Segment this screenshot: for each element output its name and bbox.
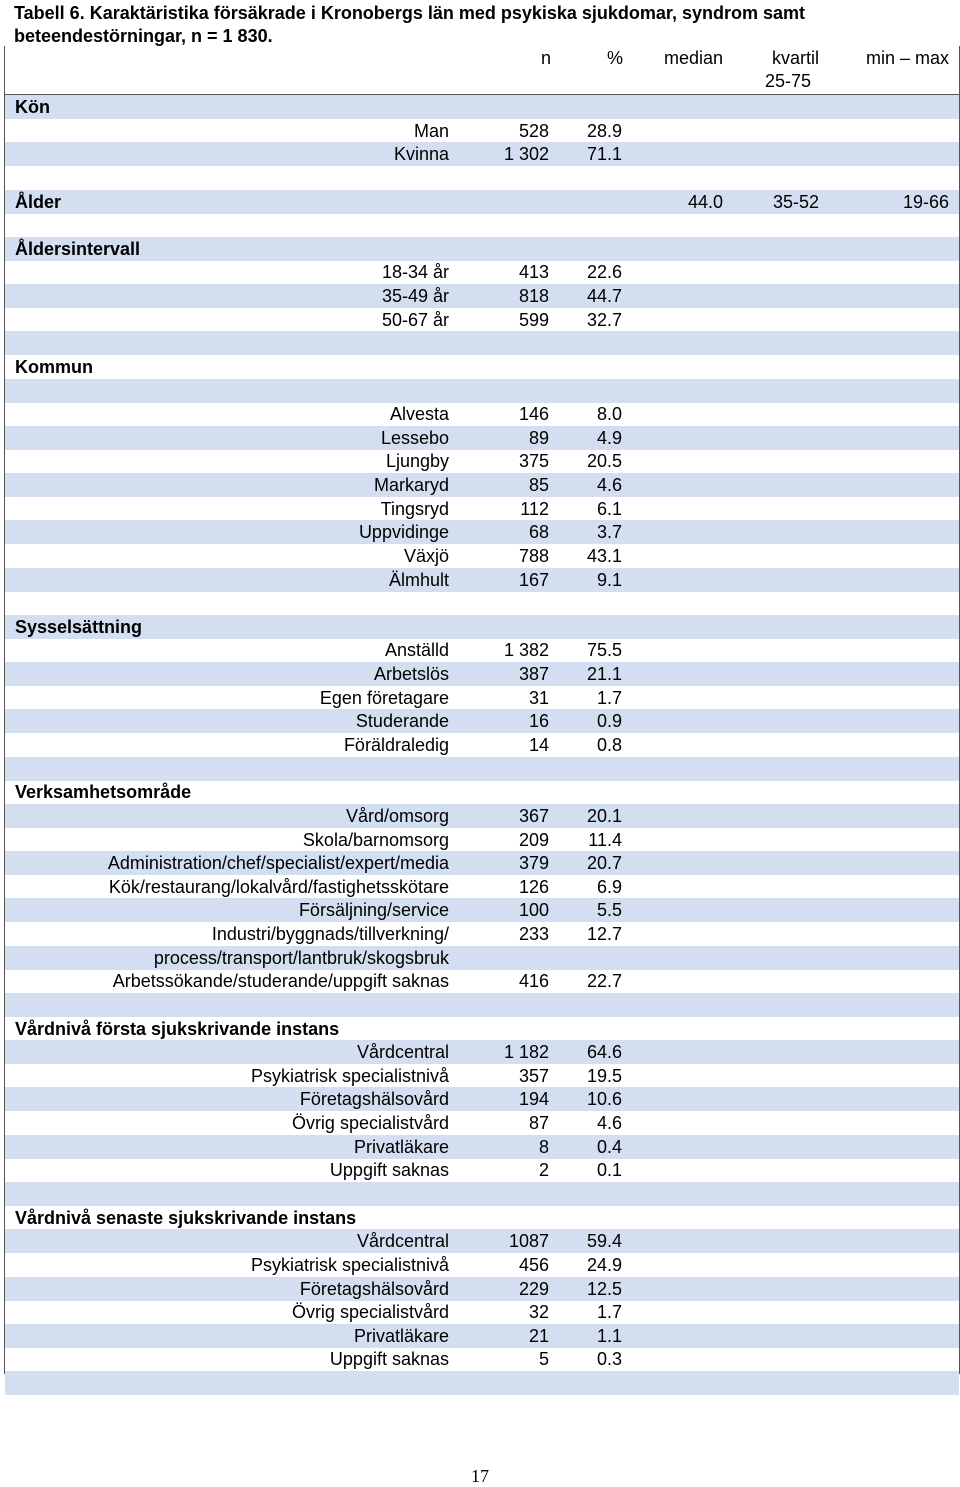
n-cell: 375 bbox=[518, 451, 549, 472]
table-row bbox=[5, 1040, 959, 1064]
n-cell: 599 bbox=[518, 309, 549, 330]
n-cell: 14 bbox=[528, 735, 549, 755]
n-cell: 528 bbox=[518, 120, 549, 141]
category-label: Föräldraledig bbox=[343, 735, 449, 755]
percent-cell: 64.6 bbox=[586, 1042, 622, 1063]
table-row bbox=[5, 969, 959, 993]
percent-cell: 22.6 bbox=[586, 262, 622, 283]
table-row bbox=[5, 1347, 959, 1371]
page-number: 17 bbox=[471, 1466, 489, 1486]
category-label: Kvinna bbox=[393, 144, 449, 165]
percent-cell: 32.7 bbox=[586, 309, 622, 330]
percent-cell: 20.5 bbox=[586, 451, 622, 472]
characteristics-table bbox=[4, 46, 960, 1374]
table-row bbox=[5, 568, 959, 592]
percent-cell: 0.1 bbox=[596, 1160, 622, 1181]
percent-cell: 1.7 bbox=[596, 1302, 622, 1323]
category-label: Företagshälsovård bbox=[299, 1278, 449, 1299]
kvartil-cell: 35-52 bbox=[772, 191, 819, 212]
n-cell: 146 bbox=[518, 404, 549, 425]
n-cell: 167 bbox=[518, 569, 549, 590]
n-cell: 233 bbox=[518, 924, 549, 945]
category-label: Uppvidinge bbox=[358, 522, 449, 543]
table-row bbox=[5, 875, 959, 899]
table-row bbox=[5, 946, 959, 970]
table-row bbox=[5, 308, 959, 332]
category-label: Egen företagare bbox=[319, 687, 449, 708]
percent-cell: 19.5 bbox=[586, 1065, 622, 1086]
table-row bbox=[5, 922, 959, 946]
n-cell: 68 bbox=[528, 522, 549, 543]
percent-cell: 3.7 bbox=[596, 522, 622, 543]
category-label: process/transport/lantbruk/skogsbruk bbox=[153, 947, 449, 968]
category-label: Älmhult bbox=[388, 569, 449, 590]
n-cell: 1087 bbox=[508, 1231, 549, 1252]
n-cell: 818 bbox=[518, 286, 549, 307]
percent-cell: 59.4 bbox=[586, 1231, 622, 1252]
percent-cell: 9.1 bbox=[596, 569, 622, 590]
category-label: Markaryd bbox=[373, 475, 449, 496]
table-row bbox=[5, 402, 959, 426]
n-cell: 112 bbox=[520, 498, 549, 519]
spacer-row bbox=[5, 166, 959, 190]
section-label: Vårdnivå senaste sjukskrivande instans bbox=[15, 1207, 357, 1228]
table-row bbox=[5, 1158, 959, 1182]
category-label: Psykiatrisk specialistnivå bbox=[250, 1065, 449, 1086]
spacer-row bbox=[5, 757, 959, 781]
n-cell: 21 bbox=[528, 1325, 549, 1346]
table-row bbox=[5, 1229, 959, 1253]
table-row bbox=[5, 473, 959, 497]
section-label: Kommun bbox=[15, 356, 93, 377]
percent-cell: 4.6 bbox=[596, 1113, 622, 1134]
category-label: Arbetssökande/studerande/uppgift saknas bbox=[112, 971, 449, 992]
category-label: Anställd bbox=[384, 640, 449, 661]
category-label: Övrig specialistvård bbox=[291, 1113, 449, 1134]
percent-cell: 1.1 bbox=[596, 1325, 622, 1346]
n-cell: 379 bbox=[518, 853, 549, 874]
table-row bbox=[5, 520, 959, 544]
table-row bbox=[5, 898, 959, 922]
table-row bbox=[5, 284, 959, 308]
table-row bbox=[5, 1300, 959, 1324]
spacer-row bbox=[5, 591, 959, 615]
category-label: Försäljning/service bbox=[298, 900, 449, 921]
table-row bbox=[5, 544, 959, 568]
percent-cell: 6.9 bbox=[596, 876, 622, 897]
category-label: Uppgift saknas bbox=[329, 1160, 449, 1181]
table-row bbox=[5, 1111, 959, 1135]
category-label: Skola/barnomsorg bbox=[302, 829, 449, 850]
category-label: Lessebo bbox=[380, 427, 449, 448]
n-cell: 416 bbox=[518, 971, 549, 992]
table-row bbox=[5, 851, 959, 875]
section-row bbox=[5, 237, 959, 261]
category-label: Studerande bbox=[355, 711, 449, 732]
percent-cell: 0.3 bbox=[596, 1349, 622, 1370]
spacer-row bbox=[5, 379, 959, 403]
n-cell: 229 bbox=[518, 1278, 549, 1299]
n-cell: 16 bbox=[528, 711, 549, 732]
n-cell: 456 bbox=[518, 1254, 549, 1275]
n-cell: 788 bbox=[518, 545, 549, 566]
category-label: Arbetslös bbox=[373, 664, 449, 685]
header-min-max: min – max bbox=[865, 48, 949, 68]
section-row bbox=[5, 190, 959, 214]
n-cell: 194 bbox=[518, 1089, 549, 1110]
percent-cell: 20.1 bbox=[586, 805, 622, 826]
n-cell: 367 bbox=[518, 805, 549, 826]
category-label: Vårdcentral bbox=[356, 1231, 449, 1252]
n-cell: 85 bbox=[528, 475, 549, 496]
n-cell: 100 bbox=[518, 900, 549, 921]
n-cell: 32 bbox=[528, 1302, 549, 1323]
section-row bbox=[5, 355, 959, 379]
section-row bbox=[5, 1017, 959, 1041]
table-row bbox=[5, 709, 959, 733]
table-row bbox=[5, 260, 959, 284]
table-row bbox=[5, 1277, 959, 1301]
category-label: Företagshälsovård bbox=[299, 1089, 449, 1110]
percent-cell: 12.7 bbox=[586, 924, 622, 945]
table-row bbox=[5, 828, 959, 852]
n-cell: 89 bbox=[528, 427, 549, 448]
percent-cell: 11.4 bbox=[588, 829, 622, 850]
percent-cell: 10.6 bbox=[586, 1089, 622, 1110]
percent-cell: 71.1 bbox=[586, 144, 622, 165]
table-row bbox=[5, 638, 959, 662]
percent-cell: 5.5 bbox=[596, 900, 622, 921]
header-kvartil: kvartil bbox=[771, 48, 819, 68]
n-cell: 2 bbox=[538, 1160, 549, 1181]
n-cell: 1 382 bbox=[503, 640, 549, 661]
category-label: Privatläkare bbox=[353, 1325, 449, 1346]
category-label: 50-67 år bbox=[381, 309, 449, 330]
category-label: Ljungby bbox=[385, 451, 449, 472]
table-row bbox=[5, 662, 959, 686]
category-label: Vårdcentral bbox=[356, 1042, 449, 1063]
category-label: Administration/chef/specialist/expert/media bbox=[107, 853, 449, 874]
table-row bbox=[5, 426, 959, 450]
section-label: Ålder bbox=[15, 191, 62, 212]
section-label: Kön bbox=[15, 97, 50, 117]
category-label: Kök/restaurang/lokalvård/fastighetsskötare bbox=[108, 876, 449, 897]
percent-cell: 0.4 bbox=[596, 1136, 622, 1157]
n-cell: 5 bbox=[538, 1349, 549, 1370]
spacer-row bbox=[5, 993, 959, 1017]
section-row bbox=[5, 780, 959, 804]
percent-cell: 0.9 bbox=[596, 711, 622, 732]
header-percent: % bbox=[606, 48, 623, 68]
n-cell: 1 182 bbox=[503, 1042, 549, 1063]
percent-cell: 22.7 bbox=[586, 971, 622, 992]
n-cell: 87 bbox=[528, 1113, 549, 1134]
table-row bbox=[5, 449, 959, 473]
percent-cell: 6.1 bbox=[596, 498, 622, 519]
percent-cell: 4.6 bbox=[596, 475, 622, 496]
table-row bbox=[5, 1324, 959, 1348]
section-label: Sysselsättning bbox=[15, 616, 143, 637]
table-row bbox=[5, 1064, 959, 1088]
table-row bbox=[5, 1253, 959, 1277]
header-kvartil-range: 25-75 bbox=[764, 71, 811, 91]
category-label: Växjö bbox=[403, 545, 449, 566]
n-cell: 31 bbox=[528, 687, 549, 708]
category-label: Man bbox=[413, 120, 449, 141]
column-header-row bbox=[5, 46, 959, 95]
category-label: Uppgift saknas bbox=[329, 1349, 449, 1370]
percent-cell: 1.7 bbox=[596, 687, 622, 708]
table-row bbox=[5, 733, 959, 757]
percent-cell: 0.8 bbox=[596, 735, 622, 755]
percent-cell: 12.5 bbox=[586, 1278, 622, 1299]
percent-cell: 4.9 bbox=[596, 427, 622, 448]
median-cell: 44.0 bbox=[687, 191, 723, 212]
percent-cell: 21.1 bbox=[586, 664, 622, 685]
category-label: Psykiatrisk specialistnivå bbox=[250, 1254, 449, 1275]
percent-cell: 28.9 bbox=[586, 120, 622, 141]
table-row bbox=[5, 686, 959, 710]
spacer-row bbox=[5, 1182, 959, 1206]
n-cell: 413 bbox=[518, 262, 549, 283]
table-row bbox=[5, 119, 959, 143]
percent-cell: 43.1 bbox=[586, 545, 622, 566]
percent-cell: 8.0 bbox=[596, 404, 622, 425]
header-n: n bbox=[540, 48, 551, 68]
spacer-row bbox=[5, 213, 959, 237]
category-label: 35-49 år bbox=[381, 286, 449, 307]
n-cell: 126 bbox=[518, 876, 549, 897]
section-row bbox=[5, 615, 959, 639]
percent-cell: 24.9 bbox=[586, 1254, 622, 1275]
spacer-row bbox=[5, 331, 959, 355]
percent-cell: 44.7 bbox=[586, 286, 622, 307]
section-label: Vårdnivå första sjukskrivande instans bbox=[15, 1018, 340, 1039]
table-row bbox=[5, 1135, 959, 1159]
table-caption: Tabell 6. Karaktäristika försäkrade i Kronobergs län med psykiska sjukdomar, syndrom samt beteendestörningar, n = 1 830. bbox=[14, 3, 805, 46]
category-label: 18-34 år bbox=[381, 262, 449, 283]
section-row bbox=[5, 1206, 959, 1230]
category-label: Privatläkare bbox=[353, 1136, 449, 1157]
percent-cell: 75.5 bbox=[586, 640, 622, 661]
category-label: Alvesta bbox=[389, 404, 449, 425]
table-row bbox=[5, 142, 959, 166]
spacer-row bbox=[5, 1371, 959, 1395]
n-cell: 387 bbox=[518, 664, 549, 685]
category-label: Övrig specialistvård bbox=[291, 1302, 449, 1323]
n-cell: 209 bbox=[518, 829, 549, 850]
section-row bbox=[5, 95, 959, 119]
section-label: Verksamhetsområde bbox=[15, 782, 192, 803]
n-cell: 8 bbox=[538, 1136, 549, 1157]
category-label: Tingsryd bbox=[380, 498, 449, 519]
section-label: Åldersintervall bbox=[15, 238, 141, 259]
header-median: median bbox=[663, 48, 723, 68]
n-cell: 357 bbox=[518, 1065, 549, 1086]
min-max-cell: 19-66 bbox=[902, 191, 949, 212]
percent-cell: 20.7 bbox=[586, 853, 622, 874]
spacer-row bbox=[5, 1395, 959, 1419]
n-cell: 1 302 bbox=[503, 144, 549, 165]
category-label: Industri/byggnads/tillverkning/ bbox=[211, 924, 449, 945]
category-label: Vård/omsorg bbox=[345, 805, 449, 826]
table-row bbox=[5, 804, 959, 828]
table-row bbox=[5, 1087, 959, 1111]
table-row bbox=[5, 497, 959, 521]
